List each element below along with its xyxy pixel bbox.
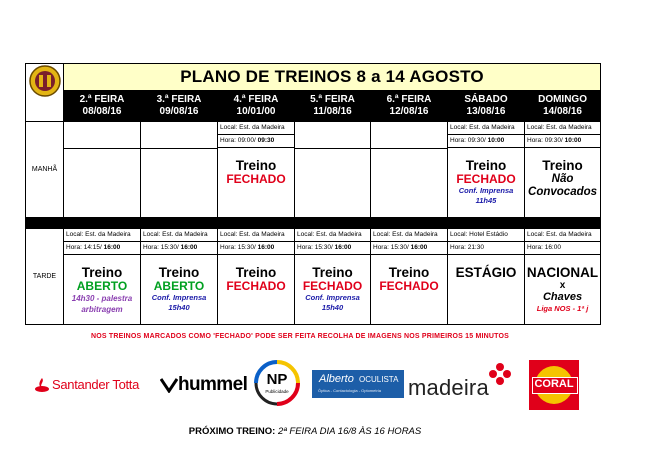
match-opponent: Chaves (542, 291, 583, 303)
treino-label: Treino (235, 158, 277, 173)
hummel-logo (160, 373, 246, 397)
press-conference-time: 15h40 (168, 303, 190, 312)
schedule-cell (64, 229, 141, 325)
alberto-text: Alberto (319, 373, 354, 385)
location-text: Local: Hotel Estádio (448, 229, 524, 242)
status-closed: FECHADO (379, 279, 439, 293)
lecture-note: 14h30 - palestra (71, 294, 133, 303)
hummel-text: hummel (178, 374, 248, 395)
press-conference: Conf. Imprensa (305, 293, 360, 302)
location-text: Local: Est. da Madeira (218, 229, 294, 242)
lecture-note: arbitragem (81, 305, 123, 314)
day-header: 2.ª FEIRA 08/08/16 (64, 91, 141, 122)
time-text: Hora: 09:30/ 10:00 (448, 135, 524, 148)
time-text: Hora: 21:30 (448, 242, 524, 255)
stage-label: ESTÁGIO (455, 265, 517, 280)
np-logo (254, 360, 300, 406)
location-text: Local: Est. da Madeira (141, 229, 217, 242)
page-title: PLANO DE TREINOS 8 a 14 AGOSTO (64, 64, 601, 91)
day-header: SÁBADO 13/08/16 (448, 91, 525, 122)
treino-label: Treino (312, 265, 353, 280)
schedule-cell (141, 122, 218, 218)
day-header: 5.ª FEIRA 11/08/16 (295, 91, 371, 122)
santander-flame-icon (34, 377, 50, 393)
np-text: NP (266, 371, 288, 388)
schedule-cell (64, 122, 141, 218)
madeira-flower-icon (488, 362, 512, 386)
period-label-morning: MANHÃ (26, 122, 64, 218)
period-label-afternoon: TARDE (26, 229, 64, 325)
treino-label: Treino (81, 265, 123, 280)
status-closed: FECHADO (226, 279, 286, 293)
press-conference: Conf. Imprensa (151, 293, 207, 302)
next-training (0, 426, 610, 437)
schedule-cell (371, 229, 448, 325)
schedule-cell (295, 229, 371, 325)
press-conference: Conf. Imprensa (458, 186, 514, 195)
schedule-cell (218, 229, 295, 325)
madeira-text: madeira (408, 375, 489, 400)
schedule-cell (371, 122, 448, 218)
location-text: Local: Est. da Madeira (525, 122, 600, 135)
day-header: 3.ª FEIRA 09/08/16 (141, 91, 218, 122)
day-header: DOMINGO 14/08/16 (525, 91, 601, 122)
schedule-table (25, 63, 601, 325)
schedule-cell (218, 122, 295, 218)
time-text: Hora: 09:00/ 09:30 (218, 135, 294, 148)
press-conference-time: 15h40 (321, 303, 344, 312)
club-logo-cell (26, 64, 64, 122)
location-text: Local: Est. da Madeira (64, 229, 140, 242)
schedule-cell (448, 122, 525, 218)
time-text: Hora: 15:30/ 16:00 (218, 242, 294, 255)
treino-label: Treino (465, 158, 507, 173)
match-home-team: NACIONAL (526, 265, 599, 280)
schedule-cell (525, 122, 601, 218)
next-training-label: PRÓXIMO TREINO: (188, 426, 276, 437)
time-text: Hora: 15:30/ 16:00 (141, 242, 217, 255)
treino-label: Treino (158, 265, 200, 280)
time-text: Hora: 15:30/ 16:00 (371, 242, 447, 255)
santander-text: Santander Totta (52, 377, 140, 392)
time-text: Hora: 14:15/ 16:00 (64, 242, 140, 255)
location-text: Local: Est. da Madeira (525, 229, 600, 242)
time-text: Hora: 15:30/ 16:00 (295, 242, 370, 255)
time-text: Hora: 09:30/ 10:00 (525, 135, 600, 148)
location-text: Local: Est. da Madeira (218, 122, 294, 135)
separator-bar (26, 218, 601, 229)
afternoon-row (26, 229, 601, 325)
day-header-row (26, 91, 601, 122)
location-text: Local: Est. da Madeira (448, 122, 524, 135)
location-text: Local: Est. da Madeira (295, 229, 370, 242)
training-plan-sheet (25, 63, 600, 325)
alberto-tagline: Óptica - Contactologia - Optometria (318, 388, 381, 393)
schedule-cell (525, 229, 601, 325)
match-versus: x (559, 280, 566, 291)
madeira-logo (408, 362, 518, 404)
treino-label: Treino (388, 265, 430, 280)
schedule-cell (448, 229, 525, 325)
next-training-value: 2ª FEIRA DIA 16/8 ÀS 16 HORAS (277, 426, 422, 437)
day-header: 4.ª FEIRA 10/01/00 (218, 91, 295, 122)
coral-logo (529, 360, 579, 410)
day-header: 6.ª FEIRA 12/08/16 (371, 91, 448, 122)
closed-training-note: NOS TREINOS MARCADOS COMO 'FECHADO' PODE SER FEITA RECOLHA DE IMAGENS NOS PRIMEIROS 15 MINUTOS (90, 333, 510, 340)
not-called-label: Convocados (528, 186, 598, 198)
coral-text: CORAL (534, 378, 574, 390)
status-open: ABERTO (76, 279, 128, 293)
hummel-chevron-icon (160, 377, 178, 393)
np-subtext: Publicidade (265, 389, 289, 394)
status-open: ABERTO (153, 279, 205, 293)
not-called-label: Não (551, 173, 574, 185)
league-label: Liga NOS - 1ª j (536, 304, 589, 313)
oculista-text: OCULISTA (359, 375, 399, 384)
morning-row (26, 122, 601, 218)
time-text: Hora: 16:00 (525, 242, 600, 255)
press-conference-time: 11h45 (475, 196, 497, 205)
status-closed: FECHADO (456, 172, 516, 186)
treino-label: Treino (235, 265, 277, 280)
alberto-oculista-logo (312, 370, 404, 398)
treino-label: Treino (542, 158, 583, 173)
santander-logo (34, 374, 146, 396)
schedule-cell (141, 229, 218, 325)
schedule-cell (295, 122, 371, 218)
status-closed: FECHADO (302, 279, 363, 293)
club-crest-icon (26, 64, 64, 116)
sponsors-bar (0, 360, 655, 410)
status-closed: FECHADO (226, 172, 286, 186)
location-text: Local: Est. da Madeira (371, 229, 447, 242)
